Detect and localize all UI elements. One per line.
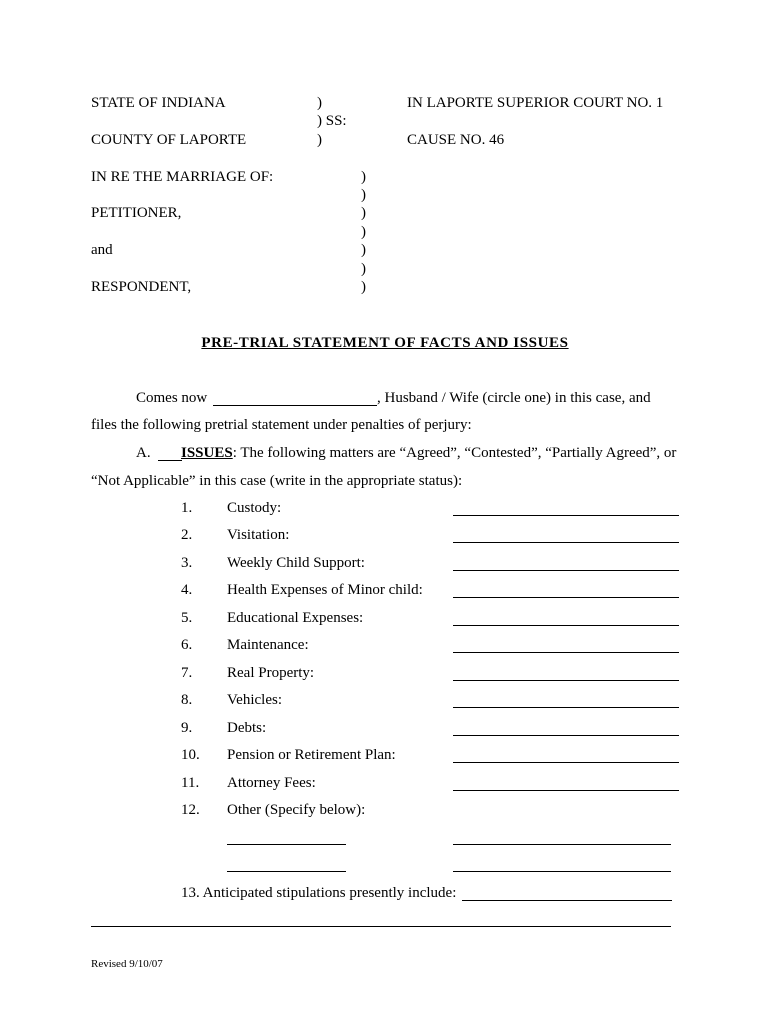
issue-status-blank[interactable] — [453, 597, 679, 598]
cause-number: CAUSE NO. 46 — [407, 132, 505, 148]
issue-number: 2. — [181, 527, 193, 543]
section-a-underline — [158, 460, 182, 461]
county-label: COUNTY OF LAPORTE — [91, 132, 247, 148]
issue-label: Health Expenses of Minor child: — [227, 582, 423, 598]
issue-label: Maintenance: — [227, 637, 309, 653]
in-re-label: IN RE THE MARRIAGE OF: — [91, 169, 274, 185]
issue-status-blank[interactable] — [453, 625, 679, 626]
caption-paren: ) — [317, 132, 322, 148]
issue-number: 11. — [181, 775, 200, 791]
caption-paren: ) — [361, 261, 366, 277]
issue-number: 6. — [181, 637, 193, 653]
other-blank-left[interactable] — [227, 871, 346, 872]
issue-label: Other (Specify below): — [227, 802, 366, 818]
issue-status-blank[interactable] — [453, 570, 679, 571]
caption-paren: ) — [361, 187, 366, 203]
stipulations-label: 13. Anticipated stipulations presently include: — [181, 885, 457, 901]
issue-label: Custody: — [227, 500, 282, 516]
name-blank[interactable] — [213, 405, 377, 406]
issues-heading: ISSUES — [181, 445, 233, 461]
state-label: STATE OF INDIANA — [91, 95, 226, 111]
issues-text: : The following matters are “Agreed”, “Contested”, “Partially Agreed”, or — [232, 445, 677, 461]
respondent-label: RESPONDENT, — [91, 279, 192, 295]
issue-number: 7. — [181, 665, 193, 681]
issue-number: 1. — [181, 500, 193, 516]
other-blank-right[interactable] — [453, 844, 671, 845]
section-a-paragraph — [181, 444, 676, 462]
issue-status-blank[interactable] — [453, 542, 679, 543]
stipulations-blank[interactable] — [462, 900, 672, 901]
issue-status-blank[interactable] — [453, 680, 679, 681]
stipulations-line[interactable] — [91, 926, 671, 927]
intro-line2: files the following pretrial statement under penalties of perjury: — [91, 417, 472, 433]
issue-status-blank[interactable] — [453, 735, 679, 736]
comes-now-text: Comes now — [136, 390, 208, 406]
issue-status-blank[interactable] — [453, 515, 679, 516]
issue-label: Debts: — [227, 720, 267, 736]
issue-status-blank[interactable] — [453, 790, 679, 791]
issue-status-blank[interactable] — [453, 762, 679, 763]
issue-label: Weekly Child Support: — [227, 555, 365, 571]
issue-number: 4. — [181, 582, 193, 598]
husband-wife-text: , Husband / Wife (circle one) in this case, and — [377, 390, 651, 406]
issue-label: Visitation: — [227, 527, 290, 543]
section-a-line2: “Not Applicable” in this case (write in the appropriate status): — [91, 473, 463, 489]
issue-number: 8. — [181, 692, 193, 708]
ss-label: ) SS: — [317, 113, 347, 129]
issue-number: 10. — [181, 747, 200, 763]
caption-paren: ) — [317, 95, 322, 111]
caption-paren: ) — [361, 242, 366, 258]
revision-date: Revised 9/10/07 — [91, 958, 163, 970]
issue-label: Educational Expenses: — [227, 610, 364, 626]
issue-label: Attorney Fees: — [227, 775, 316, 791]
issue-label: Vehicles: — [227, 692, 282, 708]
and-label: and — [91, 242, 113, 258]
section-a-label: A. — [136, 445, 151, 461]
other-blank-right[interactable] — [453, 871, 671, 872]
issue-number: 12. — [181, 802, 200, 818]
issue-status-blank[interactable] — [453, 707, 679, 708]
court-label: IN LAPORTE SUPERIOR COURT NO. 1 — [407, 95, 664, 111]
issue-status-blank[interactable] — [453, 652, 679, 653]
issue-number: 5. — [181, 610, 193, 626]
petitioner-label: PETITIONER, — [91, 205, 182, 221]
caption-paren: ) — [361, 279, 366, 295]
caption-paren: ) — [361, 169, 366, 185]
caption-paren: ) — [361, 205, 366, 221]
issue-label: Real Property: — [227, 665, 315, 681]
issue-label: Pension or Retirement Plan: — [227, 747, 396, 763]
issue-number: 3. — [181, 555, 193, 571]
caption-paren: ) — [361, 224, 366, 240]
other-blank-left[interactable] — [227, 844, 346, 845]
issue-number: 9. — [181, 720, 193, 736]
document-title: PRE-TRIAL STATEMENT OF FACTS AND ISSUES — [201, 335, 569, 351]
